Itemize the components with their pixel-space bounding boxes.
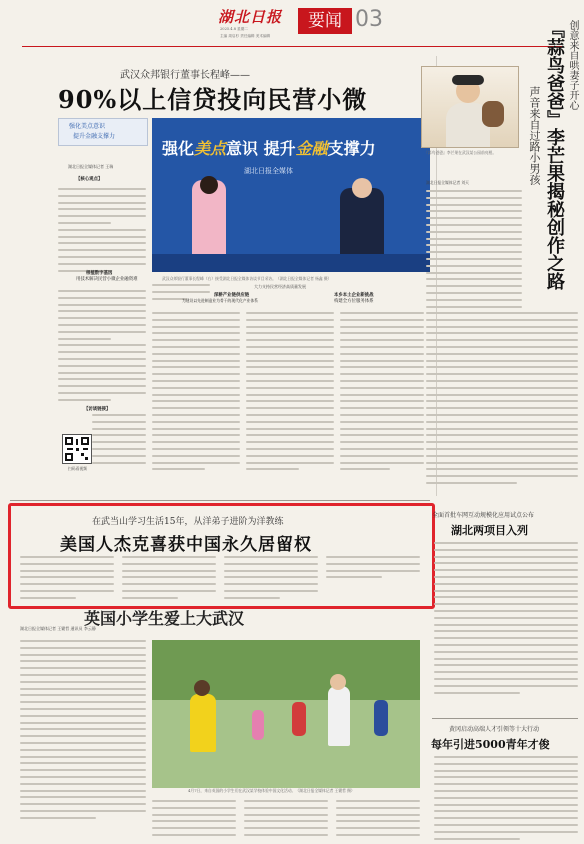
inset-text-2: 提升金融支撑力 bbox=[73, 133, 116, 140]
article1-body-col2b bbox=[152, 312, 240, 475]
article3-body-col1 bbox=[20, 640, 146, 824]
article1-subhead-b: 根植数字基因 用技术解决民营小微企业融资难 bbox=[76, 271, 138, 282]
right-feature-photo bbox=[421, 66, 519, 148]
masthead-rule bbox=[22, 46, 562, 47]
article3-body-col2 bbox=[152, 800, 420, 841]
right-lower-body-2 bbox=[434, 756, 578, 844]
right-lower-headline-1: 湖北两项目入列 bbox=[451, 524, 528, 537]
garlic-bird-toy bbox=[482, 101, 504, 127]
studio-banner: 强化美点意识 提升金融支撑力 bbox=[162, 139, 376, 158]
masthead-date: 2025.4.8 星期二 bbox=[220, 27, 248, 31]
article1-subhead-link: 【访谈链接】 bbox=[84, 407, 111, 412]
student-white bbox=[328, 686, 350, 746]
student-red bbox=[292, 702, 306, 736]
student-yellow bbox=[190, 694, 216, 752]
highlight-box bbox=[8, 503, 435, 609]
article1-subhead-core: 【核心观点】 bbox=[76, 177, 103, 182]
qr-caption: 扫码看视频 bbox=[68, 466, 87, 471]
studio-desk bbox=[152, 254, 430, 272]
masthead-editors: 主编 周启杉 责任编辑 美术编辑 bbox=[220, 34, 271, 38]
article1-studio-photo bbox=[152, 118, 430, 272]
right-feature-byline: 湖北日报全媒体记者 刘天 bbox=[426, 180, 469, 185]
right-lower-kicker-2: 黄冈启动高端人才引领等十大行动 bbox=[449, 726, 540, 733]
article1-subhead-c: 深耕产业链供应链 为建设以先进制造业为骨干的现代化产业体系 bbox=[182, 293, 258, 303]
qr-code-icon bbox=[63, 435, 91, 463]
subhead-e-text: 大力支持民营经济高质量发展 bbox=[254, 284, 306, 289]
right-feature-body bbox=[426, 190, 522, 312]
article2-kicker: 在武当山学习生活15年，从洋弟子进阶为洋教练 bbox=[92, 517, 284, 527]
article3-photo-caption: 4月7日，来自英国的小学生们在武汉某学校体验中国文化活动。（湖北日报全媒体记者 王繁哲 摄） bbox=[188, 788, 355, 793]
right-lower-headline-2: 每年引进5000青年才俊 bbox=[431, 738, 550, 751]
right-feature-photo-caption: 『蒜鸟爸爸』李芒果在武汉某公园前亮相。 bbox=[424, 150, 497, 155]
student-blue bbox=[374, 700, 388, 736]
article1-body-col1 bbox=[58, 188, 146, 276]
student-pink bbox=[252, 710, 264, 740]
article1-byline: 湖北日报全媒体记者 王瑞 bbox=[68, 164, 114, 169]
article1-inset-logo bbox=[58, 118, 148, 146]
studio-subbanner: 湖北日报全媒体 bbox=[244, 167, 293, 175]
right-feature-kicker: 创意来自哄妻子开心 bbox=[567, 20, 578, 110]
qr-code[interactable] bbox=[62, 434, 92, 464]
page-number: 03 bbox=[355, 7, 383, 32]
right-lower-kicker-1: 全面首批车网互动规模化应用试点公布 bbox=[432, 512, 535, 519]
article2-top-rule bbox=[10, 500, 430, 501]
article1-subhead-d: 本乡本土企业新挑战 构建全方位服务体系 bbox=[334, 293, 374, 304]
student-white-head bbox=[330, 674, 346, 690]
article1-body-col1b bbox=[58, 290, 146, 406]
right-feature-body-2 bbox=[426, 312, 578, 489]
paper-name: 湖北日报 bbox=[218, 8, 283, 26]
article1-body-col3 bbox=[246, 312, 334, 475]
article1-headline: 90%以上信贷投向民营小微 bbox=[58, 85, 368, 114]
right-feature-headline: 『蒜鸟爸爸』李芒果揭秘创作之路 bbox=[544, 20, 565, 290]
person-hat bbox=[452, 75, 484, 85]
right-lower-body-1 bbox=[434, 542, 578, 698]
guest-head bbox=[352, 178, 372, 198]
section-name: 要闻 bbox=[298, 8, 352, 34]
article3-headline: 英国小学生爱上大武汉 bbox=[84, 609, 245, 628]
article1-kicker: 武汉众邦银行董事长程峰—— bbox=[120, 70, 250, 81]
article1-photo-caption: 武汉众邦银行董事长程峰（右）接受湖北日报全媒体访谈节目采访。（湖北日报全媒体记者 杨鑫 摄） bbox=[162, 276, 332, 281]
masthead bbox=[0, 0, 584, 48]
article3-byline: 湖北日报全媒体记者 王繁哲 通讯员 李云静 bbox=[20, 626, 96, 631]
article2-headline: 美国人杰克喜获中国永久居留权 bbox=[60, 535, 312, 555]
host-head bbox=[200, 176, 218, 194]
photo3-trees bbox=[152, 640, 420, 700]
right-feature-subhead: 声音来自过路小男孩 bbox=[528, 86, 541, 185]
student-yellow-head bbox=[194, 680, 210, 696]
right-lower-divider bbox=[432, 718, 578, 719]
article3-photo bbox=[152, 640, 420, 788]
article1-body-col4 bbox=[340, 312, 424, 475]
inset-text-1: 强化美点意识 bbox=[69, 123, 106, 130]
